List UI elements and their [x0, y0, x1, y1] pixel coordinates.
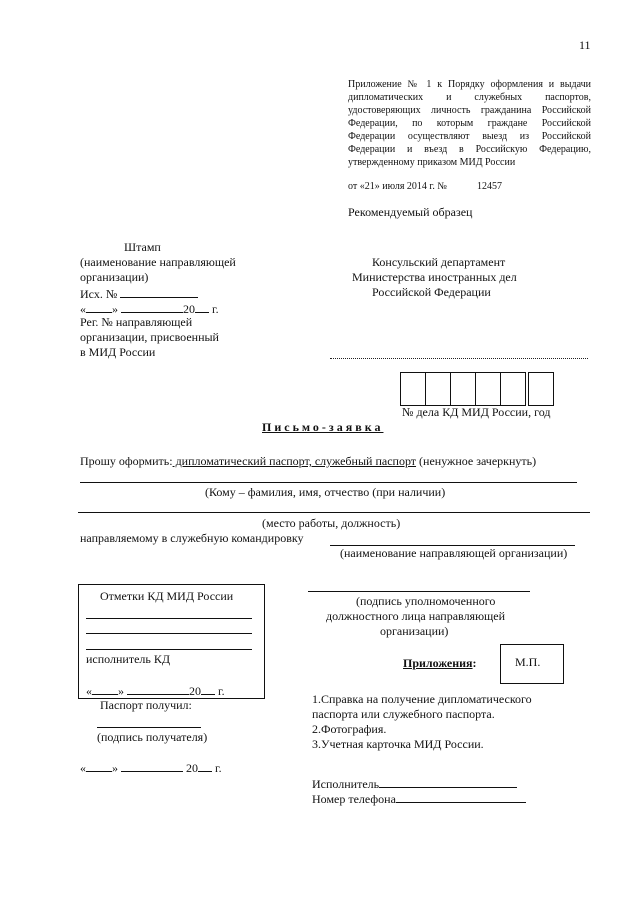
caption-name: (Кому – фамилия, имя, отчество (при наличии)	[205, 485, 446, 499]
phone-label: Номер телефона	[312, 792, 396, 806]
appendix-header	[348, 78, 591, 169]
kd-date	[86, 682, 225, 699]
recipient-signature-line[interactable]	[97, 727, 201, 728]
outgoing-field[interactable]	[120, 285, 198, 298]
executor-field[interactable]	[379, 775, 517, 788]
recipient-line3: Российской Федерации	[372, 285, 491, 299]
year-field[interactable]	[198, 759, 212, 772]
executor-label: Исполнитель	[312, 777, 380, 791]
quote-close: »	[112, 302, 118, 316]
caption-org: (наименование направляющей организации)	[340, 546, 568, 560]
outgoing-label: Исх. №	[80, 287, 118, 301]
year-suffix: г.	[218, 684, 225, 698]
month-field[interactable]	[121, 300, 183, 313]
case-number-boxes	[400, 372, 554, 406]
appendix-line: Приложение № 1 к Порядку оформления и выдачи	[348, 79, 591, 90]
case-number-cell[interactable]	[475, 372, 501, 406]
quote-close: »	[118, 684, 124, 698]
reg-line2: организации, присвоенный	[80, 330, 219, 344]
appendix-line: дипломатических и служебных паспортов,	[348, 92, 591, 103]
year-suffix: г.	[212, 302, 219, 316]
appendix-line: Федерации и въезд в Российскую Федерацию,	[348, 144, 591, 155]
phone-row	[312, 790, 526, 807]
request-line	[80, 454, 536, 469]
year-prefix: 20	[189, 684, 201, 698]
stamp-org-line2: организации)	[80, 270, 149, 284]
kd-mark-line[interactable]	[86, 649, 252, 650]
kd-box-title: Отметки КД МИД России	[100, 589, 234, 603]
case-number-cell[interactable]	[528, 372, 554, 406]
seal-label: М.П.	[515, 655, 541, 669]
work-line[interactable]	[78, 512, 590, 513]
stamp-org-line1: (наименование направляющей	[80, 255, 236, 269]
order-number: 12457	[476, 181, 502, 192]
stamp-title: Штамп	[124, 240, 161, 254]
case-number-cell[interactable]	[425, 372, 451, 406]
year-suffix: г.	[215, 761, 222, 775]
phone-field[interactable]	[396, 790, 526, 803]
attachments-heading	[403, 656, 477, 671]
request-note: (ненужное зачеркнуть)	[416, 454, 537, 468]
attachment-item: 1.Справка на получение дипломатического	[312, 692, 532, 706]
dotted-separator	[330, 358, 588, 359]
appendix-line: утвержденному приказом МИД России	[348, 157, 516, 168]
case-number-cell[interactable]	[500, 372, 526, 406]
bottom-date	[80, 759, 222, 776]
passport-received: Паспорт получил:	[100, 698, 192, 712]
sample-label: Рекомендуемый образец	[348, 205, 473, 219]
appendix-line: Федерации осуществляют выезд из Российской	[348, 131, 591, 142]
attachments-label: Приложения	[403, 656, 473, 670]
authorized-signature-line1: (подпись уполномоченного	[356, 594, 496, 608]
letter-title: Письмо-заявка	[262, 420, 384, 434]
attachments-colon: :	[472, 656, 477, 670]
case-number-cell[interactable]	[400, 372, 426, 406]
kd-mark-line[interactable]	[86, 633, 252, 634]
attachment-item: 2.Фотография.	[312, 722, 387, 736]
quote-open: «	[80, 761, 86, 775]
month-field[interactable]	[127, 682, 189, 695]
recipient-line2: Министерства иностранных дел	[352, 270, 517, 284]
recipient-signature-caption: (подпись получателя)	[97, 730, 208, 744]
reg-line3: в МИД России	[80, 345, 156, 359]
day-field[interactable]	[86, 300, 112, 313]
name-line[interactable]	[80, 482, 577, 483]
month-field[interactable]	[121, 759, 183, 772]
year-prefix: 20	[186, 761, 198, 775]
kd-executor: исполнитель КД	[86, 652, 171, 666]
mission-text: направляемому в служебную командировку	[80, 531, 304, 545]
authorized-signature-line2: должностного лица направляющей	[326, 609, 506, 623]
day-field[interactable]	[86, 759, 112, 772]
appendix-line: Федерации, по которым граждане Российской	[348, 118, 591, 129]
quote-open: «	[86, 684, 92, 698]
year-prefix: 20	[183, 302, 195, 316]
day-field[interactable]	[92, 682, 118, 695]
page-number: 11	[579, 38, 591, 52]
quote-close: »	[112, 761, 118, 775]
attachment-item: паспорта или служебного паспорта.	[312, 707, 495, 721]
case-number-label: № дела КД МИД России, год	[402, 405, 551, 419]
appendix-line: удостоверяющих личность гражданина Российской	[348, 105, 591, 116]
passport-types[interactable]: дипломатический паспорт, служебный паспорт	[172, 454, 417, 468]
year-field[interactable]	[201, 682, 215, 695]
recipient-line1: Консульский департамент	[372, 255, 506, 269]
reg-line1: Рег. № направляющей	[80, 315, 193, 329]
order-day: 21	[364, 181, 375, 192]
authorized-signature-line3: организации)	[380, 624, 449, 638]
kd-mark-line[interactable]	[86, 618, 252, 619]
order-middle: » июля 2014 г. №	[374, 181, 447, 192]
quote-open: «	[80, 302, 86, 316]
attachment-item: 3.Учетная карточка МИД России.	[312, 737, 484, 751]
order-prefix: от «	[348, 181, 365, 192]
caption-work: (место работы, должность)	[262, 516, 401, 530]
order-line	[348, 180, 502, 193]
case-number-cell[interactable]	[450, 372, 476, 406]
year-field[interactable]	[195, 300, 209, 313]
authorized-signature-line[interactable]	[308, 591, 530, 592]
request-prefix: Прошу оформить:	[80, 454, 173, 468]
